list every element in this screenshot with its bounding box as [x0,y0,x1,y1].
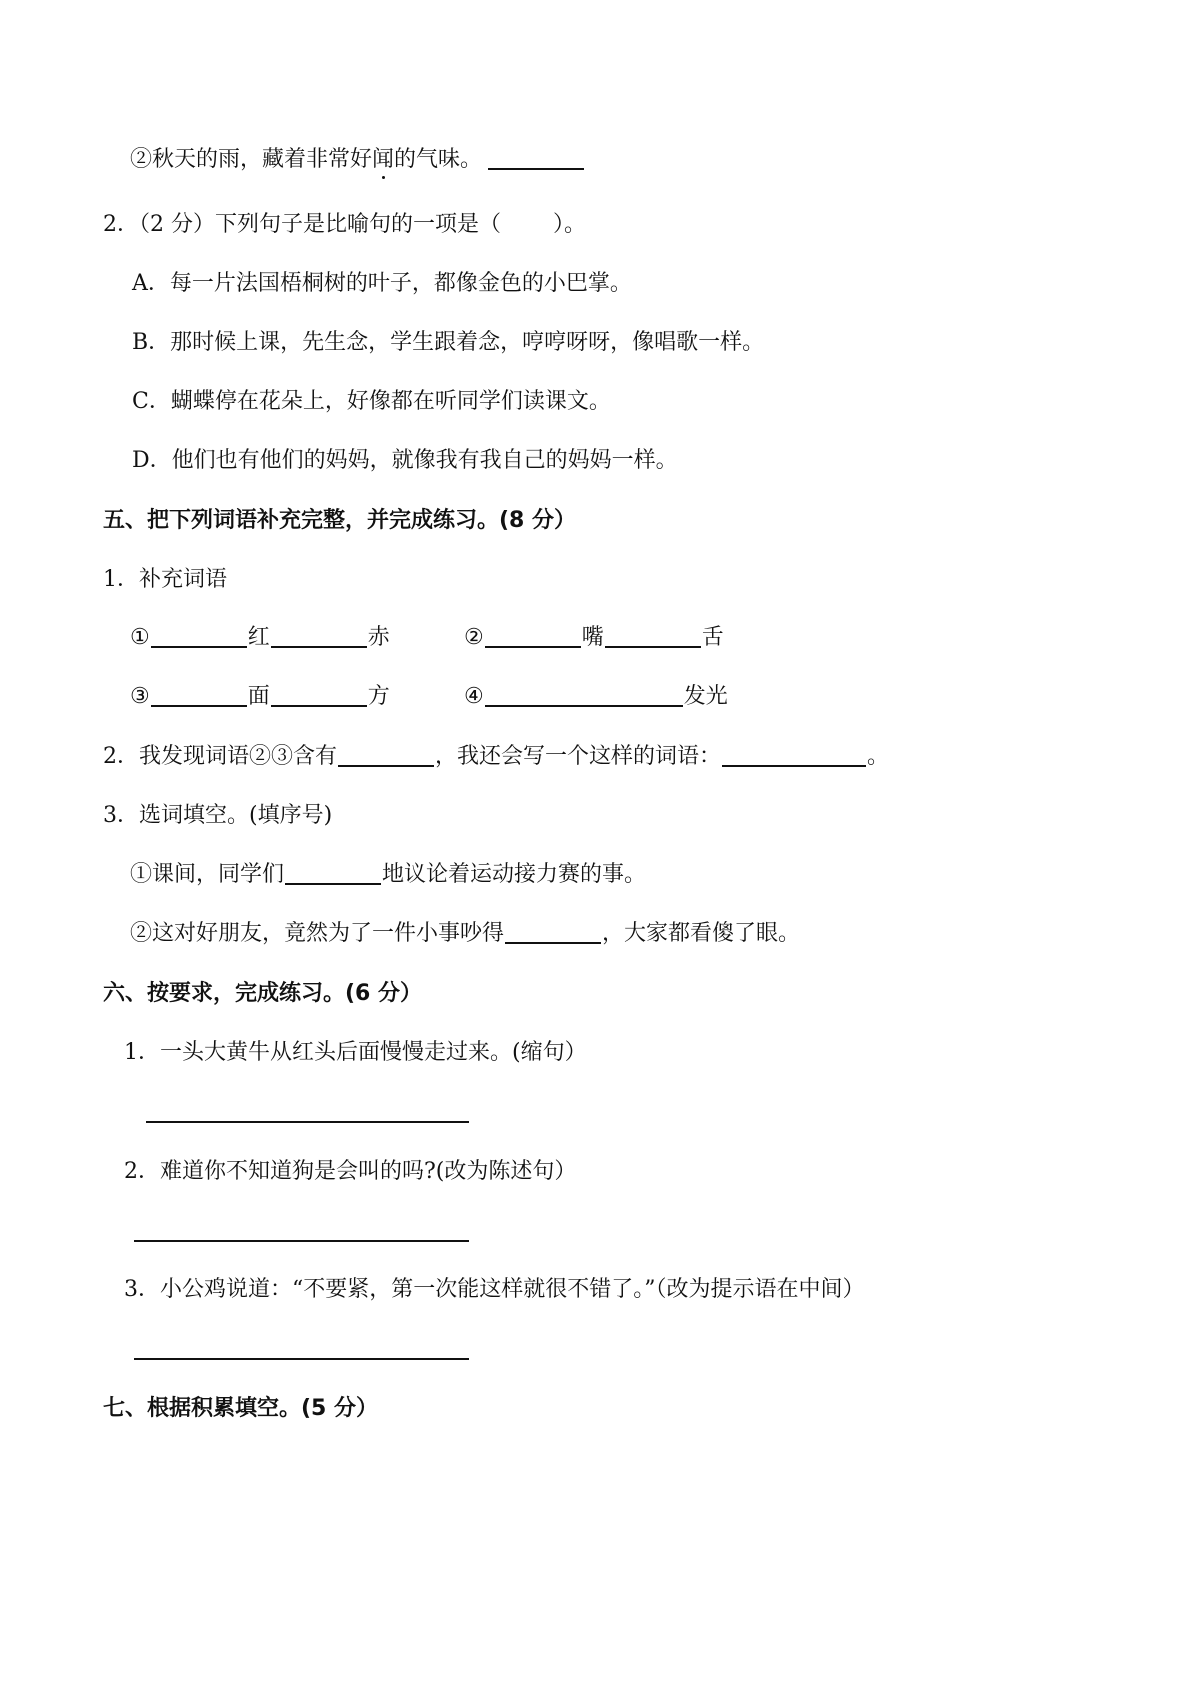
word-char: 面 [247,684,270,709]
word-item-3 [130,682,390,712]
q4-2-stem [103,210,586,240]
q4-item2-suffix: 的气味。 [394,147,483,172]
q5-fill1-text: ①课间，同学们 [130,862,285,887]
word-char: 舌 [701,625,724,650]
answer-blank[interactable] [271,683,367,707]
q5-fill2 [130,919,800,949]
q6-item-2: 2．难道你不知道狗是会叫的吗?(改为陈述句） [124,1159,577,1184]
answer-line-1[interactable] [146,1121,469,1123]
word-num: ② [464,625,484,650]
q5-sub2-text: 2．我发现词语②③含有 [103,744,337,769]
answer-blank[interactable] [151,624,247,648]
q6-item-1: 1．一头大黄牛从红头后面慢慢走过来。(缩句） [124,1040,587,1065]
section-6-title: 六、按要求，完成练习。(6 分） [103,981,423,1006]
q4-2-option-b: B．那时候上课，先生念，学生跟着念，哼哼呀呀，像唱歌一样。 [132,330,765,355]
q5-fill1 [130,860,646,890]
q5-sub2 [103,742,889,772]
word-char: 赤 [367,625,390,650]
answer-blank[interactable] [605,624,701,648]
answer-blank[interactable] [285,861,381,885]
word-num: ④ [464,684,484,709]
word-num: ① [130,625,150,650]
q4-item2-dotted-char: 闻 [372,147,395,172]
section-7-title: 七、根据积累填空。(5 分） [103,1396,379,1421]
q4-item2-prefix: ②秋天的雨，藏着非常好 [130,147,373,172]
q5-fill2-text: ，大家都看傻了眼。 [602,921,801,946]
answer-blank[interactable] [485,624,581,648]
word-item-4 [464,682,728,712]
q4-2-stem-end: ）。 [553,212,587,237]
answer-blank[interactable] [488,146,584,170]
answer-line-2[interactable] [134,1240,469,1242]
answer-blank[interactable] [271,624,367,648]
word-char: 方 [367,684,390,709]
q5-sub1: 1．补充词语 [103,567,227,592]
word-char: 发光 [683,684,728,709]
q5-sub2-text: 。 [867,744,890,769]
q4-2-option-c: C．蝴蝶停在花朵上，好像都在听同学们读课文。 [132,389,611,414]
word-item-2 [464,623,724,653]
q5-sub2-text: ，我还会写一个这样的词语： [435,744,722,769]
q4-2-stem-text: 2．（2 分）下列句子是比喻句的一项是（ [103,212,501,237]
q6-item-3: 3．小公鸡说道：“不要紧，第一次能这样就很不错了。”（改为提示语在中间） [124,1277,865,1302]
answer-blank[interactable] [338,743,434,767]
answer-blank[interactable] [722,743,866,767]
answer-blank[interactable] [505,920,601,944]
q5-fill2-text: ②这对好朋友，竟然为了一件小事吵得 [130,921,505,946]
answer-blank[interactable] [151,683,247,707]
answer-line-3[interactable] [134,1358,469,1360]
answer-blank[interactable] [485,683,683,707]
q4-item2 [130,145,585,175]
q5-sub3: 3．选词填空。(填序号) [103,803,333,828]
word-item-1 [130,623,390,653]
q4-2-option-a: A．每一片法国梧桐树的叶子，都像金色的小巴掌。 [132,271,632,296]
q4-2-option-d: D．他们也有他们的妈妈，就像我有我自己的妈妈一样。 [132,448,678,473]
word-char: 嘴 [581,625,604,650]
word-num: ③ [130,684,150,709]
word-char: 红 [247,625,270,650]
section-5-title: 五、把下列词语补充完整，并完成练习。(8 分） [103,508,577,533]
q5-fill1-text: 地议论着运动接力赛的事。 [382,862,647,887]
